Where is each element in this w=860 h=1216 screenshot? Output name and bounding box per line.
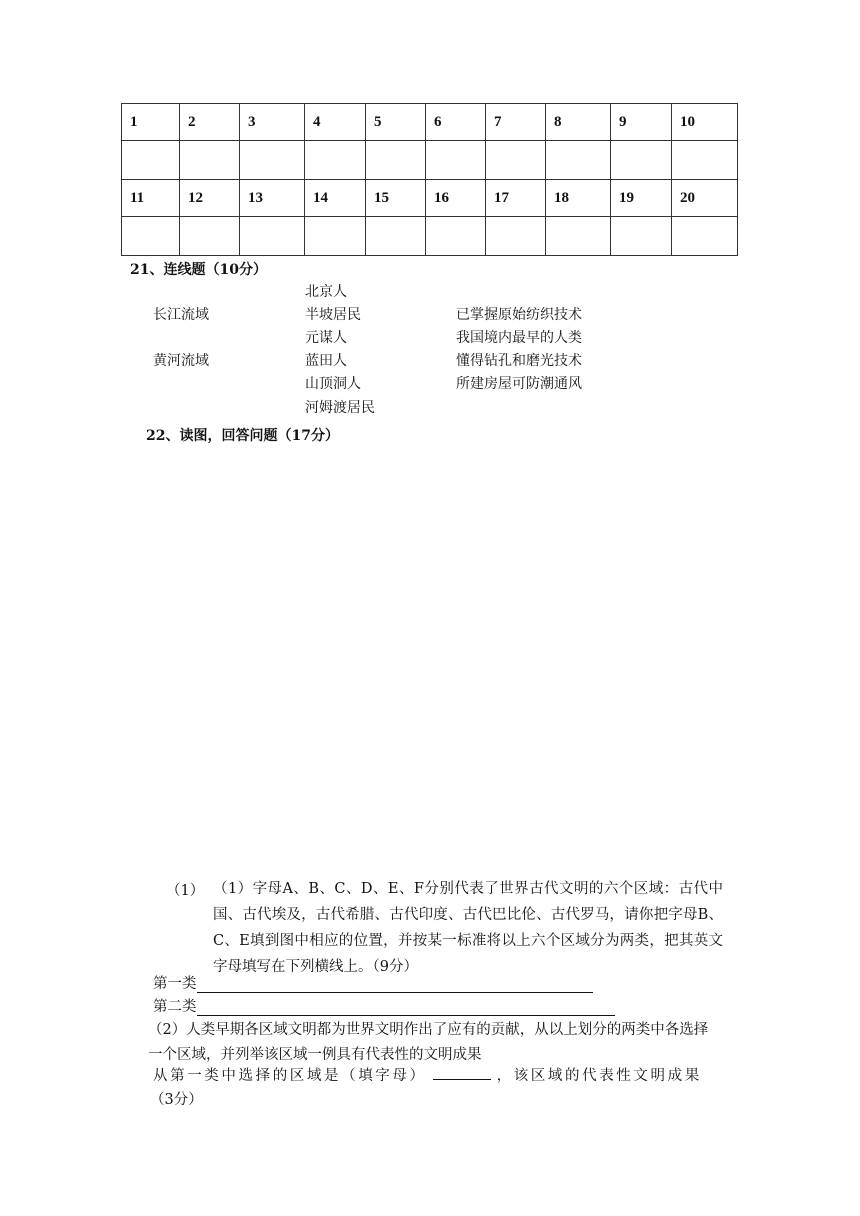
- answer-cell[interactable]: [546, 217, 611, 256]
- answer-number: 1: [122, 104, 180, 141]
- answer-number: 9: [611, 104, 672, 141]
- answer-cell[interactable]: [240, 217, 305, 256]
- answer-number: 7: [486, 104, 546, 141]
- q21-feature: 我国境内最早的人类: [456, 330, 582, 346]
- q21-feature: 所建房屋可防潮通风: [456, 376, 582, 392]
- answer-cell[interactable]: [672, 217, 738, 256]
- answer-cell[interactable]: [122, 217, 180, 256]
- q21-region: 长江流域: [153, 307, 209, 323]
- answer-cell[interactable]: [672, 141, 738, 180]
- answer-number: 19: [611, 180, 672, 217]
- q22-sub2-text: （2）人类早期各区域文明都为世界文明作出了应有的贡献，从以上划分的两类中各选择一个区域，并列举该区域一例具有代表性的文明成果: [148, 1022, 709, 1063]
- answer-cell[interactable]: [305, 217, 366, 256]
- answer-blank-row-1: [122, 141, 738, 180]
- answer-number: 10: [672, 104, 738, 141]
- answer-cell[interactable]: [180, 217, 240, 256]
- answer-cell[interactable]: [546, 141, 611, 180]
- class2-answer-line: [153, 995, 615, 1016]
- q21-site: 河姆渡居民: [305, 400, 375, 416]
- class1-label: 第一类: [153, 976, 197, 992]
- answer-blank-row-2: [122, 217, 738, 256]
- q22-title: 22、读图，回答问题（17分）: [146, 428, 339, 444]
- answer-cell[interactable]: [486, 217, 546, 256]
- answer-number-row-1: [122, 104, 738, 141]
- answer-number: 16: [426, 180, 486, 217]
- q21-site: 元谋人: [305, 330, 347, 346]
- answer-number: 6: [426, 104, 486, 141]
- answer-number: 14: [305, 180, 366, 217]
- answer-cell[interactable]: [305, 141, 366, 180]
- answer-number: 2: [180, 104, 240, 141]
- q22-sub2-answer-line: [153, 1064, 702, 1089]
- class2-blank[interactable]: [197, 999, 615, 1016]
- q21-feature: 懂得钻孔和磨光技术: [456, 353, 582, 369]
- answer-number: 18: [546, 180, 611, 217]
- q21-region: 黄河流域: [153, 353, 209, 369]
- answer-number: 5: [366, 104, 426, 141]
- answer-cell[interactable]: [366, 217, 426, 256]
- answer-cell[interactable]: [180, 141, 240, 180]
- answer-cell[interactable]: [611, 217, 672, 256]
- answer-cell[interactable]: [426, 217, 486, 256]
- answer-table: [121, 103, 738, 256]
- answer-cell[interactable]: [240, 141, 305, 180]
- q22-sub1-text: （1）字母A、B、C、D、E、F分别代表了世界古代文明的六个区域：古代中国、古代埃及，古代希腊、古代印度、古代巴比伦、古代罗马，请你把字母B、C、E填到图中相应的位置，并按某一标准将以上六个区域分为两类，把其英文字母填写在下列横线上。（9分）: [213, 881, 723, 975]
- class2-label: 第二类: [153, 999, 197, 1015]
- answer-cell[interactable]: [366, 141, 426, 180]
- q21-site: 北京人: [305, 284, 347, 300]
- answer-number: 4: [305, 104, 366, 141]
- answer-number: 3: [240, 104, 305, 141]
- class1-answer-line: [153, 972, 593, 993]
- answer-number: 11: [122, 180, 180, 217]
- q22-sub1-number: （1）: [166, 883, 205, 899]
- answer-number: 8: [546, 104, 611, 141]
- answer-number: 12: [180, 180, 240, 217]
- q22-sub2-prompt: 从第一类中选择的区域是（填字母）: [153, 1068, 427, 1084]
- answer-cell[interactable]: [611, 141, 672, 180]
- answer-cell[interactable]: [426, 141, 486, 180]
- q22-sub2-prompt-cont: ，该区域的代表性文明成果: [496, 1068, 702, 1084]
- answer-number-row-2: [122, 180, 738, 217]
- answer-cell[interactable]: [486, 141, 546, 180]
- answer-number: 17: [486, 180, 546, 217]
- q21-feature: 已掌握原始纺织技术: [456, 307, 582, 323]
- q21-site: 山顶洞人: [305, 376, 361, 392]
- q21-site: 半坡居民: [305, 307, 361, 323]
- answer-number: 13: [240, 180, 305, 217]
- class1-blank[interactable]: [197, 976, 593, 993]
- q21-title: 21、连线题（10分）: [130, 262, 267, 278]
- answer-number: 20: [672, 180, 738, 217]
- region-letter-blank[interactable]: [433, 1065, 491, 1080]
- q22-sub2-points: （3分）: [150, 1092, 203, 1108]
- q21-site: 蓝田人: [305, 353, 347, 369]
- answer-cell[interactable]: [122, 141, 180, 180]
- answer-number: 15: [366, 180, 426, 217]
